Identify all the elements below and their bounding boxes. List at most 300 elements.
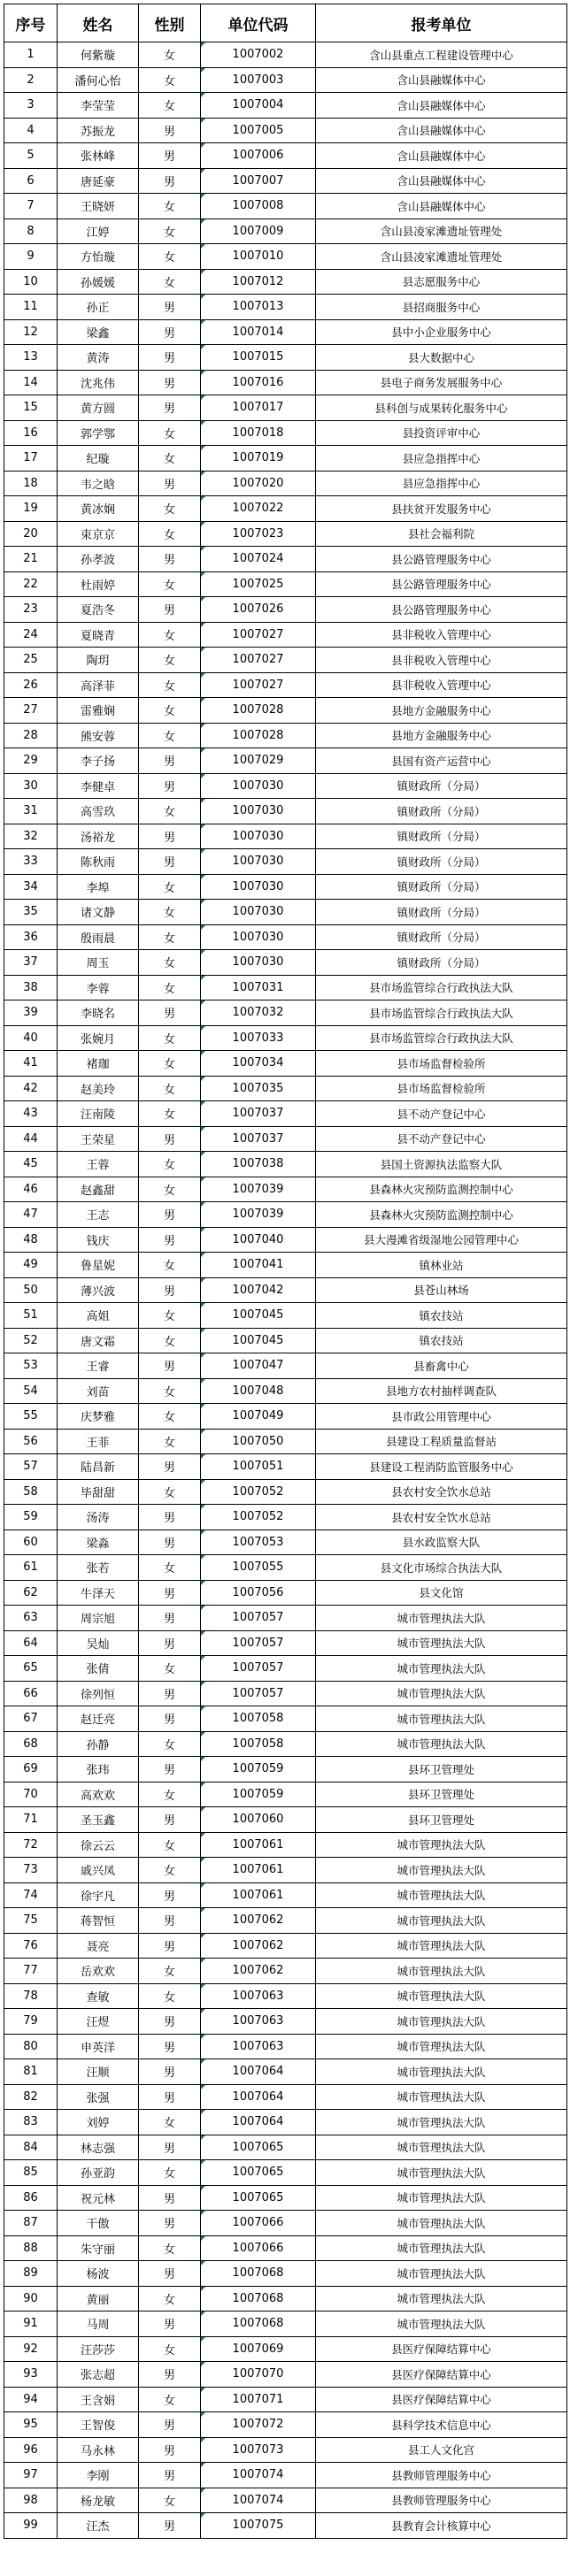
cell-name: 钱庆 bbox=[58, 1227, 139, 1253]
cell-unit: 县森林火灾预防监测控制中心 bbox=[316, 1177, 567, 1202]
cell-unit: 县苍山林场 bbox=[316, 1277, 567, 1303]
cell-no: 74 bbox=[4, 1882, 58, 1908]
cell-sex: 男 bbox=[139, 319, 201, 345]
cell-sex: 女 bbox=[139, 269, 201, 295]
cell-code: 1007024 bbox=[201, 547, 316, 572]
cell-name: 李子扬 bbox=[58, 748, 139, 774]
cell-code: 1007045 bbox=[201, 1303, 316, 1329]
table-row bbox=[4, 1630, 567, 1656]
cell-no: 87 bbox=[4, 2211, 58, 2236]
cell-name: 汤涛 bbox=[58, 1505, 139, 1530]
cell-unit: 县农村安全饮水总站 bbox=[316, 1505, 567, 1530]
cell-sex: 女 bbox=[139, 571, 201, 597]
cell-unit: 县农村安全饮水总站 bbox=[316, 1479, 567, 1505]
cell-no: 14 bbox=[4, 370, 58, 395]
table-row bbox=[4, 118, 567, 143]
cell-sex: 男 bbox=[139, 1882, 201, 1908]
cell-name: 孙正 bbox=[58, 295, 139, 320]
cell-code: 1007064 bbox=[201, 2059, 316, 2085]
cell-no: 60 bbox=[4, 1530, 58, 1555]
cell-unit: 城市管理执法大队 bbox=[316, 2084, 567, 2110]
cell-sex: 女 bbox=[139, 1303, 201, 1329]
table-row bbox=[4, 218, 567, 244]
cell-code: 1007047 bbox=[201, 1353, 316, 1379]
cell-no: 19 bbox=[4, 496, 58, 522]
cell-code: 1007030 bbox=[201, 849, 316, 875]
cell-sex: 女 bbox=[139, 1983, 201, 2009]
cell-sex: 女 bbox=[139, 1404, 201, 1430]
cell-unit: 城市管理执法大队 bbox=[316, 1706, 567, 1732]
cell-name: 圣玉鑫 bbox=[58, 1807, 139, 1833]
cell-code: 1007050 bbox=[201, 1429, 316, 1454]
table-row bbox=[4, 1959, 567, 1984]
cell-name: 王菲 bbox=[58, 1429, 139, 1454]
cell-no: 84 bbox=[4, 2135, 58, 2160]
cell-no: 5 bbox=[4, 143, 58, 169]
table-row bbox=[4, 1882, 567, 1908]
cell-sex: 女 bbox=[139, 1959, 201, 1984]
table-row bbox=[4, 1505, 567, 1530]
cell-code: 1007071 bbox=[201, 2387, 316, 2412]
cell-code: 1007009 bbox=[201, 218, 316, 244]
cell-sex: 女 bbox=[139, 799, 201, 824]
cell-code: 1007065 bbox=[201, 2160, 316, 2186]
cell-sex: 男 bbox=[139, 748, 201, 774]
table-row bbox=[4, 2513, 567, 2539]
cell-sex: 男 bbox=[139, 1580, 201, 1606]
table-row bbox=[4, 723, 567, 748]
cell-unit: 城市管理执法大队 bbox=[316, 2135, 567, 2160]
cell-unit: 城市管理执法大队 bbox=[316, 2312, 567, 2337]
cell-no: 6 bbox=[4, 168, 58, 194]
cell-unit: 县市场监管综合行政执法大队 bbox=[316, 1025, 567, 1051]
cell-code: 1007030 bbox=[201, 874, 316, 900]
cell-name: 汪煜 bbox=[58, 2009, 139, 2035]
cell-sex: 女 bbox=[139, 1328, 201, 1353]
cell-name: 蒋智恒 bbox=[58, 1908, 139, 1934]
cell-no: 46 bbox=[4, 1177, 58, 1202]
table-row bbox=[4, 622, 567, 648]
cell-unit: 含山县凌家滩遗址管理处 bbox=[316, 218, 567, 244]
cell-sex: 男 bbox=[139, 2059, 201, 2085]
cell-name: 汪杰 bbox=[58, 2513, 139, 2539]
cell-no: 2 bbox=[4, 67, 58, 93]
cell-sex: 男 bbox=[139, 1277, 201, 1303]
cell-code: 1007059 bbox=[201, 1782, 316, 1807]
cell-code: 1007012 bbox=[201, 269, 316, 295]
cell-sex: 女 bbox=[139, 698, 201, 724]
cell-no: 11 bbox=[4, 295, 58, 320]
cell-name: 张婉月 bbox=[58, 1025, 139, 1051]
cell-name: 陶玥 bbox=[58, 648, 139, 673]
cell-name: 汤裕龙 bbox=[58, 824, 139, 849]
cell-sex: 男 bbox=[139, 824, 201, 849]
cell-sex: 男 bbox=[139, 1227, 201, 1253]
cell-code: 1007016 bbox=[201, 370, 316, 395]
cell-name: 纪璇 bbox=[58, 446, 139, 472]
cell-code: 1007015 bbox=[201, 345, 316, 371]
cell-no: 90 bbox=[4, 2286, 58, 2312]
cell-no: 38 bbox=[4, 975, 58, 1000]
cell-no: 33 bbox=[4, 849, 58, 875]
cell-unit: 县地方金融服务中心 bbox=[316, 723, 567, 748]
cell-name: 黄涛 bbox=[58, 345, 139, 371]
cell-code: 1007056 bbox=[201, 1580, 316, 1606]
cell-unit: 城市管理执法大队 bbox=[316, 1882, 567, 1908]
cell-no: 30 bbox=[4, 773, 58, 799]
cell-code: 1007034 bbox=[201, 1051, 316, 1077]
table-row bbox=[4, 1656, 567, 1682]
cell-sex: 男 bbox=[139, 1454, 201, 1480]
cell-unit: 镇财政所（分局） bbox=[316, 950, 567, 976]
cell-no: 36 bbox=[4, 924, 58, 950]
cell-unit: 县市场监管综合行政执法大队 bbox=[316, 975, 567, 1000]
cell-name: 王睿 bbox=[58, 1353, 139, 1379]
cell-unit: 镇财政所（分局） bbox=[316, 874, 567, 900]
cell-name: 王含娟 bbox=[58, 2387, 139, 2412]
table-row bbox=[4, 571, 567, 597]
cell-code: 1007026 bbox=[201, 597, 316, 623]
cell-sex: 女 bbox=[139, 67, 201, 93]
cell-code: 1007052 bbox=[201, 1479, 316, 1505]
cell-unit: 城市管理执法大队 bbox=[316, 2211, 567, 2236]
table-row bbox=[4, 799, 567, 824]
cell-name: 高泽菲 bbox=[58, 672, 139, 698]
cell-sex: 女 bbox=[139, 194, 201, 219]
cell-no: 35 bbox=[4, 900, 58, 925]
table-row bbox=[4, 1731, 567, 1757]
cell-no: 1 bbox=[4, 42, 58, 68]
cell-sex: 女 bbox=[139, 2488, 201, 2513]
cell-name: 诸文静 bbox=[58, 900, 139, 925]
cell-no: 99 bbox=[4, 2513, 58, 2539]
cell-unit: 城市管理执法大队 bbox=[316, 2235, 567, 2261]
cell-unit: 县国有资产运营中心 bbox=[316, 748, 567, 774]
table-row bbox=[4, 1378, 567, 1404]
cell-sex: 女 bbox=[139, 950, 201, 976]
cell-name: 黄方圆 bbox=[58, 395, 139, 421]
cell-sex: 男 bbox=[139, 1933, 201, 1959]
cell-name: 李蓉 bbox=[58, 975, 139, 1000]
cell-no: 7 bbox=[4, 194, 58, 219]
cell-code: 1007029 bbox=[201, 748, 316, 774]
cell-code: 1007059 bbox=[201, 1757, 316, 1782]
cell-name: 李健卓 bbox=[58, 773, 139, 799]
cell-code: 1007039 bbox=[201, 1177, 316, 1202]
cell-name: 陆昌新 bbox=[58, 1454, 139, 1480]
cell-name: 陈秋雨 bbox=[58, 849, 139, 875]
table-row bbox=[4, 547, 567, 572]
table-row bbox=[4, 1126, 567, 1152]
cell-sex: 男 bbox=[139, 2362, 201, 2388]
cell-unit: 镇林业站 bbox=[316, 1253, 567, 1278]
cell-unit: 县公路管理服务中心 bbox=[316, 597, 567, 623]
cell-unit: 县扶贫开发服务中心 bbox=[316, 496, 567, 522]
cell-name: 韦之晗 bbox=[58, 471, 139, 496]
cell-code: 1007063 bbox=[201, 2034, 316, 2059]
cell-code: 1007053 bbox=[201, 1530, 316, 1555]
table-row bbox=[4, 2135, 567, 2160]
cell-code: 1007058 bbox=[201, 1706, 316, 1732]
candidate-table bbox=[4, 4, 567, 2539]
cell-no: 18 bbox=[4, 471, 58, 496]
cell-unit: 县畜禽中心 bbox=[316, 1353, 567, 1379]
cell-code: 1007014 bbox=[201, 319, 316, 345]
cell-sex: 女 bbox=[139, 93, 201, 119]
cell-unit: 镇财政所（分局） bbox=[316, 824, 567, 849]
table-row bbox=[4, 1404, 567, 1430]
cell-name: 郭学鄂 bbox=[58, 420, 139, 446]
table-row bbox=[4, 269, 567, 295]
table-row bbox=[4, 1303, 567, 1329]
cell-unit: 城市管理执法大队 bbox=[316, 2009, 567, 2035]
header-unit: 报考单位 bbox=[316, 4, 567, 42]
table-row bbox=[4, 2437, 567, 2463]
cell-unit: 县志愿服务中心 bbox=[316, 269, 567, 295]
cell-no: 98 bbox=[4, 2488, 58, 2513]
cell-no: 73 bbox=[4, 1858, 58, 1883]
cell-name: 褚珈 bbox=[58, 1051, 139, 1077]
cell-name: 戚兴凤 bbox=[58, 1858, 139, 1883]
table-row bbox=[4, 849, 567, 875]
cell-unit: 县非税收入管理中心 bbox=[316, 672, 567, 698]
cell-name: 汪莎莎 bbox=[58, 2336, 139, 2362]
cell-no: 42 bbox=[4, 1076, 58, 1101]
cell-name: 李莹莹 bbox=[58, 93, 139, 119]
table-row bbox=[4, 295, 567, 320]
cell-sex: 女 bbox=[139, 420, 201, 446]
cell-code: 1007045 bbox=[201, 1328, 316, 1353]
cell-unit: 镇财政所（分局） bbox=[316, 773, 567, 799]
cell-name: 赵美玲 bbox=[58, 1076, 139, 1101]
cell-sex: 女 bbox=[139, 723, 201, 748]
cell-code: 1007025 bbox=[201, 571, 316, 597]
cell-code: 1007027 bbox=[201, 648, 316, 673]
cell-unit: 镇财政所（分局） bbox=[316, 849, 567, 875]
cell-unit: 县公路管理服务中心 bbox=[316, 571, 567, 597]
table-row bbox=[4, 1328, 567, 1353]
cell-no: 68 bbox=[4, 1731, 58, 1757]
cell-code: 1007057 bbox=[201, 1681, 316, 1706]
cell-no: 58 bbox=[4, 1479, 58, 1505]
cell-no: 66 bbox=[4, 1681, 58, 1706]
cell-sex: 男 bbox=[139, 1606, 201, 1631]
cell-name: 李晓名 bbox=[58, 1000, 139, 1026]
cell-unit: 县非税收入管理中心 bbox=[316, 622, 567, 648]
cell-no: 52 bbox=[4, 1328, 58, 1353]
cell-unit: 城市管理执法大队 bbox=[316, 1983, 567, 2009]
cell-name: 刘苗 bbox=[58, 1378, 139, 1404]
cell-no: 93 bbox=[4, 2362, 58, 2388]
cell-code: 1007066 bbox=[201, 2211, 316, 2236]
cell-name: 薄兴波 bbox=[58, 1277, 139, 1303]
cell-sex: 女 bbox=[139, 42, 201, 68]
cell-sex: 男 bbox=[139, 547, 201, 572]
cell-name: 夏浩冬 bbox=[58, 597, 139, 623]
cell-unit: 城市管理执法大队 bbox=[316, 2261, 567, 2287]
cell-code: 1007061 bbox=[201, 1832, 316, 1858]
cell-no: 54 bbox=[4, 1378, 58, 1404]
cell-sex: 男 bbox=[139, 118, 201, 143]
cell-no: 80 bbox=[4, 2034, 58, 2059]
cell-name: 孙孝波 bbox=[58, 547, 139, 572]
cell-unit: 县不动产登记中心 bbox=[316, 1126, 567, 1152]
cell-no: 4 bbox=[4, 118, 58, 143]
cell-code: 1007065 bbox=[201, 2185, 316, 2211]
cell-sex: 男 bbox=[139, 1530, 201, 1555]
cell-sex: 男 bbox=[139, 1630, 201, 1656]
cell-no: 51 bbox=[4, 1303, 58, 1329]
header-no: 序号 bbox=[4, 4, 58, 42]
cell-unit: 含山县融媒体中心 bbox=[316, 143, 567, 169]
cell-code: 1007023 bbox=[201, 521, 316, 547]
cell-code: 1007006 bbox=[201, 143, 316, 169]
cell-code: 1007064 bbox=[201, 2084, 316, 2110]
table-row bbox=[4, 496, 567, 522]
cell-sex: 男 bbox=[139, 597, 201, 623]
cell-sex: 男 bbox=[139, 1202, 201, 1228]
cell-unit: 镇农技站 bbox=[316, 1328, 567, 1353]
cell-name: 汪南陵 bbox=[58, 1101, 139, 1127]
cell-no: 40 bbox=[4, 1025, 58, 1051]
cell-no: 25 bbox=[4, 648, 58, 673]
cell-code: 1007030 bbox=[201, 799, 316, 824]
table-row bbox=[4, 1555, 567, 1581]
cell-unit: 含山县融媒体中心 bbox=[316, 168, 567, 194]
table-row bbox=[4, 2463, 567, 2488]
table-row bbox=[4, 1757, 567, 1782]
cell-no: 94 bbox=[4, 2387, 58, 2412]
cell-code: 1007074 bbox=[201, 2463, 316, 2488]
cell-sex: 女 bbox=[139, 874, 201, 900]
table-row bbox=[4, 1277, 567, 1303]
cell-unit: 县电子商务发展服务中心 bbox=[316, 370, 567, 395]
cell-name: 张强 bbox=[58, 2084, 139, 2110]
cell-sex: 女 bbox=[139, 2387, 201, 2412]
cell-unit: 县大数据中心 bbox=[316, 345, 567, 371]
cell-sex: 男 bbox=[139, 168, 201, 194]
cell-code: 1007073 bbox=[201, 2437, 316, 2463]
cell-no: 44 bbox=[4, 1126, 58, 1152]
cell-name: 孙媛媛 bbox=[58, 269, 139, 295]
cell-code: 1007068 bbox=[201, 2312, 316, 2337]
cell-no: 37 bbox=[4, 950, 58, 976]
cell-sex: 男 bbox=[139, 849, 201, 875]
cell-no: 75 bbox=[4, 1908, 58, 1934]
cell-unit: 镇财政所（分局） bbox=[316, 924, 567, 950]
cell-name: 周宗旭 bbox=[58, 1606, 139, 1631]
cell-unit: 城市管理执法大队 bbox=[316, 2110, 567, 2135]
cell-name: 高雪玖 bbox=[58, 799, 139, 824]
cell-name: 潘何心怡 bbox=[58, 67, 139, 93]
cell-name: 汪顺 bbox=[58, 2059, 139, 2085]
cell-name: 庆梦雅 bbox=[58, 1404, 139, 1430]
cell-code: 1007069 bbox=[201, 2336, 316, 2362]
cell-unit: 县公路管理服务中心 bbox=[316, 547, 567, 572]
table-row bbox=[4, 1782, 567, 1807]
cell-no: 15 bbox=[4, 395, 58, 421]
cell-no: 78 bbox=[4, 1983, 58, 2009]
cell-code: 1007062 bbox=[201, 1933, 316, 1959]
table-row bbox=[4, 900, 567, 925]
table-row bbox=[4, 521, 567, 547]
cell-sex: 男 bbox=[139, 2135, 201, 2160]
cell-code: 1007042 bbox=[201, 1277, 316, 1303]
cell-name: 黄冰娴 bbox=[58, 496, 139, 522]
cell-name: 聂亮 bbox=[58, 1933, 139, 1959]
cell-sex: 男 bbox=[139, 345, 201, 371]
cell-unit: 城市管理执法大队 bbox=[316, 2059, 567, 2085]
table-row bbox=[4, 42, 567, 68]
table-row bbox=[4, 1479, 567, 1505]
cell-name: 祝元林 bbox=[58, 2185, 139, 2211]
table-row bbox=[4, 1454, 567, 1480]
cell-sex: 女 bbox=[139, 2110, 201, 2135]
cell-name: 徐云云 bbox=[58, 1832, 139, 1858]
cell-sex: 男 bbox=[139, 295, 201, 320]
cell-unit: 县医疗保障结算中心 bbox=[316, 2387, 567, 2412]
table-row bbox=[4, 874, 567, 900]
cell-name: 林志强 bbox=[58, 2135, 139, 2160]
cell-code: 1007058 bbox=[201, 1731, 316, 1757]
cell-sex: 女 bbox=[139, 2235, 201, 2261]
cell-no: 27 bbox=[4, 698, 58, 724]
cell-name: 杨波 bbox=[58, 2261, 139, 2287]
table-row bbox=[4, 950, 567, 976]
cell-code: 1007064 bbox=[201, 2110, 316, 2135]
cell-unit: 含山县融媒体中心 bbox=[316, 67, 567, 93]
cell-sex: 男 bbox=[139, 1908, 201, 1934]
table-row bbox=[4, 672, 567, 698]
cell-unit: 城市管理执法大队 bbox=[316, 1908, 567, 1934]
table-row bbox=[4, 168, 567, 194]
table-row bbox=[4, 1530, 567, 1555]
cell-code: 1007035 bbox=[201, 1076, 316, 1101]
cell-sex: 女 bbox=[139, 648, 201, 673]
cell-sex: 女 bbox=[139, 496, 201, 522]
cell-unit: 县环卫管理处 bbox=[316, 1782, 567, 1807]
cell-no: 29 bbox=[4, 748, 58, 774]
cell-name: 张玮 bbox=[58, 1757, 139, 1782]
cell-code: 1007030 bbox=[201, 900, 316, 925]
cell-no: 83 bbox=[4, 2110, 58, 2135]
cell-name: 杨龙敏 bbox=[58, 2488, 139, 2513]
table-row bbox=[4, 1681, 567, 1706]
cell-name: 毕甜甜 bbox=[58, 1479, 139, 1505]
cell-unit: 城市管理执法大队 bbox=[316, 1933, 567, 1959]
cell-name: 方怡璇 bbox=[58, 244, 139, 270]
cell-sex: 男 bbox=[139, 773, 201, 799]
cell-code: 1007030 bbox=[201, 950, 316, 976]
cell-no: 20 bbox=[4, 521, 58, 547]
cell-name: 江婷 bbox=[58, 218, 139, 244]
cell-no: 64 bbox=[4, 1630, 58, 1656]
cell-no: 89 bbox=[4, 2261, 58, 2287]
cell-code: 1007038 bbox=[201, 1152, 316, 1177]
cell-unit: 城市管理执法大队 bbox=[316, 1959, 567, 1984]
cell-code: 1007055 bbox=[201, 1555, 316, 1581]
cell-unit: 镇财政所（分局） bbox=[316, 900, 567, 925]
cell-sex: 女 bbox=[139, 1378, 201, 1404]
cell-no: 79 bbox=[4, 2009, 58, 2035]
cell-code: 1007051 bbox=[201, 1454, 316, 1480]
cell-unit: 含山县融媒体中心 bbox=[316, 118, 567, 143]
cell-no: 49 bbox=[4, 1253, 58, 1278]
cell-no: 97 bbox=[4, 2463, 58, 2488]
cell-sex: 女 bbox=[139, 1429, 201, 1454]
cell-sex: 女 bbox=[139, 975, 201, 1000]
cell-unit: 县地方金融服务中心 bbox=[316, 698, 567, 724]
